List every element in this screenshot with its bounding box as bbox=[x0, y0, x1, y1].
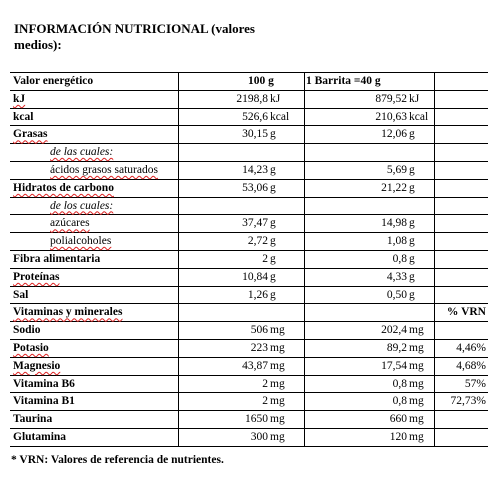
value-per-bar: 21,22 bbox=[381, 181, 407, 194]
nutrient-name: polialcoholes bbox=[50, 235, 112, 248]
unit-per-bar: g bbox=[409, 163, 415, 176]
nutrient-name: Taurina bbox=[13, 413, 53, 426]
table-row bbox=[10, 429, 488, 447]
table-row bbox=[10, 287, 488, 305]
vrn-percent: 72,73% bbox=[450, 395, 486, 408]
unit-per-100: mg bbox=[270, 341, 285, 354]
unit-per-100: mg bbox=[270, 359, 285, 372]
column-divider bbox=[178, 73, 179, 447]
value-per-bar: 1,08 bbox=[386, 235, 407, 248]
unit-per-100: g bbox=[270, 252, 276, 265]
value-per-bar: 120 bbox=[389, 430, 407, 443]
table-row bbox=[10, 340, 488, 358]
unit-per-bar: g bbox=[409, 252, 415, 265]
unit-per-100: kJ bbox=[270, 92, 281, 105]
nutrient-name: Sodio bbox=[13, 324, 41, 337]
nutrient-name: Vitamina B1 bbox=[13, 395, 75, 408]
value-per-100: 53,06 bbox=[242, 181, 268, 194]
table-row bbox=[10, 322, 488, 340]
nutrient-name: Glutamina bbox=[13, 430, 67, 443]
unit-per-100: g bbox=[270, 288, 276, 301]
vrn-percent: 4,68% bbox=[456, 359, 486, 372]
table-row bbox=[10, 376, 488, 394]
unit-per-100: mg bbox=[270, 324, 285, 337]
value-per-bar: 0,8 bbox=[392, 395, 407, 408]
value-per-bar: 4,33 bbox=[386, 270, 407, 283]
unit-per-100: mg bbox=[270, 395, 285, 408]
value-per-100: 300 bbox=[250, 430, 268, 443]
unit-per-100: g bbox=[270, 181, 276, 194]
nutrient-name: Proteínas bbox=[13, 270, 60, 283]
value-per-100: 506 bbox=[250, 324, 268, 337]
table-header-row bbox=[10, 73, 488, 91]
table-row bbox=[10, 126, 488, 144]
table-row bbox=[10, 393, 488, 411]
column-divider bbox=[434, 73, 435, 447]
nutrient-name: Vitamina B6 bbox=[13, 377, 75, 390]
value-per-100: 2198,8 bbox=[236, 92, 268, 105]
value-per-100: 2 bbox=[262, 377, 268, 390]
nutrient-name: Magnesio bbox=[13, 359, 61, 372]
value-per-100: 223 bbox=[250, 341, 268, 354]
nutrient-name: kJ bbox=[13, 92, 26, 105]
header-per-100: 100 g bbox=[248, 75, 274, 87]
unit-per-100: mg bbox=[270, 413, 285, 426]
unit-per-bar: mg bbox=[409, 359, 424, 372]
table-title bbox=[14, 21, 314, 53]
nutrient-name: ácidos grasos saturados bbox=[50, 163, 158, 176]
value-per-100: 2 bbox=[262, 395, 268, 408]
table-row bbox=[10, 180, 488, 198]
table-row bbox=[10, 251, 488, 269]
unit-per-100: kcal bbox=[270, 110, 290, 123]
nutrient-name: Grasas bbox=[13, 128, 48, 141]
value-per-100: 37,47 bbox=[242, 217, 268, 230]
value-per-bar: 879,52 bbox=[375, 92, 407, 105]
table-row bbox=[10, 304, 488, 322]
nutrient-name: Vitaminas y minerales bbox=[13, 306, 123, 319]
nutrition-table bbox=[10, 72, 488, 447]
unit-per-bar: g bbox=[409, 235, 415, 248]
nutrient-name: kcal bbox=[13, 110, 34, 123]
table-row bbox=[10, 109, 488, 127]
table-row bbox=[10, 144, 488, 162]
value-per-bar: 202,4 bbox=[381, 324, 407, 337]
table-row bbox=[10, 233, 488, 251]
unit-per-100: mg bbox=[270, 430, 285, 443]
unit-per-100: g bbox=[270, 235, 276, 248]
unit-per-100: g bbox=[270, 270, 276, 283]
value-per-bar: 5,69 bbox=[386, 163, 407, 176]
table-row bbox=[10, 358, 488, 376]
unit-per-bar: mg bbox=[409, 324, 424, 337]
value-per-bar: 0,8 bbox=[392, 377, 407, 390]
value-per-bar: 0,50 bbox=[386, 288, 407, 301]
title-line-2: medios): bbox=[14, 37, 62, 52]
value-per-100: 30,15 bbox=[242, 128, 268, 141]
unit-per-bar: g bbox=[409, 270, 415, 283]
value-per-bar: 17,54 bbox=[381, 359, 407, 372]
nutrient-name: de las cuales: bbox=[50, 146, 114, 159]
nutrient-name: Fibra alimentaria bbox=[13, 252, 101, 265]
table-row bbox=[10, 91, 488, 109]
title-line-1: INFORMACIÓN NUTRICIONAL (valores bbox=[14, 21, 255, 36]
value-per-bar: 660 bbox=[389, 413, 407, 426]
vrn-percent: 57% bbox=[464, 377, 486, 390]
unit-per-bar: g bbox=[409, 128, 415, 141]
value-per-bar: 0,8 bbox=[392, 252, 407, 265]
nutrient-name: de los cuales: bbox=[50, 199, 114, 212]
unit-per-bar: kcal bbox=[409, 110, 429, 123]
table-row bbox=[10, 215, 488, 233]
table-row bbox=[10, 198, 488, 216]
value-per-bar: 89,2 bbox=[386, 341, 407, 354]
value-per-bar: 210,63 bbox=[375, 110, 407, 123]
unit-per-bar: mg bbox=[409, 341, 424, 354]
nutrient-name: azúcares bbox=[50, 217, 90, 230]
unit-per-bar: mg bbox=[409, 395, 424, 408]
value-per-100: 14,23 bbox=[242, 163, 268, 176]
footnote: * VRN: Valores de referencia de nutrientes. bbox=[11, 454, 224, 466]
value-per-100: 526,6 bbox=[242, 110, 268, 123]
value-per-100: 2,72 bbox=[247, 235, 268, 248]
unit-per-100: g bbox=[270, 128, 276, 141]
vrn-percent: 4,46% bbox=[456, 341, 486, 354]
value-per-100: 10,84 bbox=[242, 270, 268, 283]
nutrient-name: Hidratos de carbono bbox=[13, 181, 114, 194]
value-per-bar: 12,06 bbox=[381, 128, 407, 141]
column-divider bbox=[304, 73, 305, 447]
header-per-bar: 1 Barrita =40 g bbox=[306, 75, 381, 87]
table-row bbox=[10, 411, 488, 429]
unit-per-bar: kJ bbox=[409, 92, 420, 105]
unit-per-100: g bbox=[270, 217, 276, 230]
nutrient-name: Potasio bbox=[13, 341, 49, 354]
unit-per-bar: g bbox=[409, 288, 415, 301]
value-per-100: 1,26 bbox=[247, 288, 268, 301]
unit-per-bar: g bbox=[409, 181, 415, 194]
value-per-100: 2 bbox=[262, 252, 268, 265]
unit-per-bar: mg bbox=[409, 377, 424, 390]
unit-per-bar: g bbox=[409, 217, 415, 230]
value-per-100: 1650 bbox=[245, 413, 268, 426]
vrn-percent: % VRN bbox=[446, 306, 486, 319]
unit-per-100: mg bbox=[270, 377, 285, 390]
value-per-bar: 14,98 bbox=[381, 217, 407, 230]
nutrient-name: Sal bbox=[13, 288, 29, 301]
unit-per-bar: mg bbox=[409, 430, 424, 443]
header-label: Valor energético bbox=[13, 75, 94, 87]
unit-per-100: g bbox=[270, 163, 276, 176]
value-per-100: 43,87 bbox=[242, 359, 268, 372]
unit-per-bar: mg bbox=[409, 413, 424, 426]
table-row bbox=[10, 162, 488, 180]
table-row bbox=[10, 269, 488, 287]
